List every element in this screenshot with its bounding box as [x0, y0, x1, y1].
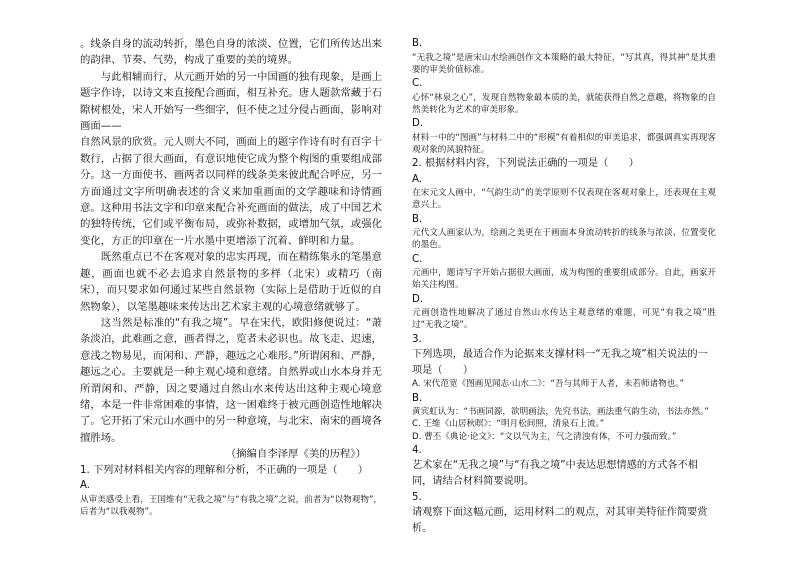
passage-paragraph-2: 与此相辅而行，从元画开始的另一中国画的独有现象，是画上题字作诗，以诗文来直接配合画面，相互补充。唐人题款常藏于石隙树根处，宋人开始写一些细字，但不使之过分侵占画面，影响对画面—— [80, 70, 382, 133]
question-1-option-a-letter: A. [80, 480, 91, 492]
right-column [412, 36, 716, 536]
question-2-option-c-letter: C. [412, 253, 423, 265]
question-2-option-b-text: 元代文人画家认为，绘画之美更在于画面本身流动转折的线条与浓淡、位置变化的墨色。 [412, 228, 716, 251]
question-2-stem: 2. 根据材料内容，下列说法正确的一项是（ ） [412, 158, 639, 169]
question-2-option-b-letter: B. [412, 213, 423, 225]
left-column [80, 36, 382, 518]
question-3-option-a: A. 宋代范宽《图画见闻志·山水二》：“吾与其师于人者，未若师诸物也。” [412, 379, 685, 390]
passage-source: （摘编自李泽厚《美的历程》） [225, 448, 366, 461]
question-1-option-c-text: 心怀“林泉之心”，发现自然物象最本质的美，就能获得自然之意趣，将物象的自然美转化为艺术的审美形象。 [412, 92, 716, 115]
question-2-option-d-letter: D. [412, 293, 424, 305]
question-1-option-b-text: “无我之境”是唐宋山水绘画创作文本策略的最大特征，“写其真，得其神”是其重要的审美价值标准。 [412, 52, 716, 75]
passage-paragraph-1: 。线条自身的流动转折，墨色自身的浓淡、位置，它们所传达出来的韵律、节奏、气势，构成了重要的美的境界。 [80, 38, 382, 67]
question-5-number: 5. [412, 491, 422, 503]
question-2-option-c-text: 元画中，题诗写字开始占据很大画面，成为构图的重要组成部分。自此，画家开始关注构图。 [412, 268, 716, 291]
question-2-option-a-text: 在宋元文人画中，“气韵生动”的美学原则不仅表现在客观对象上，还表现在主观意兴上。 [412, 188, 716, 211]
question-3-option-c: C. 王维《山居秋暝》：“明月松间照，清泉石上流。” [412, 419, 605, 430]
question-1-option-a-text: 从审美感受上看，王国维有“无我之境”与“有我之境”之说，前者为“以物观物”，后者为“以我观物”。 [80, 494, 382, 517]
question-4-number: 4. [412, 444, 422, 456]
question-1-option-d-text: 材料一中的“图画”与材料二中的“形模”有着相似的审美追求，都强调真实再现客观对象的风貌特征。 [412, 132, 716, 155]
question-1-option-d-letter: D. [412, 118, 424, 129]
question-3-option-b-letter: B. [412, 392, 423, 404]
question-2-option-d-text: 元画创造性地解决了通过自然山水传达主观意绪的难题，可见“有我之境”胜过“无我之境”。 [412, 308, 716, 331]
question-1-option-c-letter: C. [412, 78, 423, 89]
passage-paragraph-4: 既然重点已不在客观对象的忠实再现，而在精练集永的笔墨意趣，画面也就不必去追求自然景物的多样（北宋）或精巧（南宋），而只要求如何通过某些自然景物（实际上是借助于近似的自然物象），以笔墨趣味来传达出艺术家主观的心境意绪就够了。 [80, 251, 382, 313]
question-4-stem: 艺术家在“无我之境”与“有我之境”中表达思想情感的方式各不相同，请结合材料简要说明。 [412, 460, 698, 487]
question-3-option-b-text: 黄宾虹认为：“书画同源，欲明画法，先究书法，画法重气韵生动，书法亦然。” [412, 407, 709, 418]
question-3-number: 3. [412, 333, 422, 345]
passage-paragraph-3: 自然风景的欣赏。元人则大不同，画面上的题字作诗有时有百字十数行，占据了很大画面，有意识地使它成为整个构图的重要组成部分。这一方面使书、画两者以同样的线条美来彼此配合呼应，另一方面通过文字所明确表述的含义来加重画面的文学趣味和诗情画意。这种用书法文字和印章来配合补充画面的做法，成了中国艺术的独特传统，它们或平衡布局，或弥补数据，或增加气氛，或强化变化，方正的印章在一片水墨中更增添了沉着、鲜明和力量。 [80, 136, 382, 247]
question-3-stem: 下列选项，最适合作为论据来支撑材料一“无我之境”相关说法的一项是（ ） [412, 349, 708, 376]
question-2-option-a-letter: A. [412, 173, 423, 185]
question-1-stem: 1. 下列对材料相关内容的理解和分析，不正确的一项是（ ） [80, 464, 369, 476]
question-3-option-d: D. 曹丕《典论·论文》：“文以气为主，气之清浊有体，不可力强而致。” [412, 431, 677, 442]
question-1-option-b-letter: B. [412, 38, 423, 49]
passage-paragraph-5: 这当然是标准的“有我之境”。早在宋代，欧阳修便说过：“萧条淡泊，此难画之意，画者得之，览者未必识也。故飞走、迟速，意浅之物易见，而闲和、严静，趣远之心难形。”所谓闲和、严静，趣远之心。主要就是一种主观心境和意绪。自然界或山水本身并无所谓闲和、严静，因之要通过自然山水来传达出这种主观心境意绪，本是一件非常困难的事情，这一困难终于被元画创造性地解决了。它开拓了宋元山水画中的另一种意境，与北宋、南宋的画境各擅胜场。 [80, 316, 382, 444]
question-5-stem: 请观察下面这幅元画，运用材料二的观点，对其审美特征作简要赏析。 [412, 507, 708, 534]
